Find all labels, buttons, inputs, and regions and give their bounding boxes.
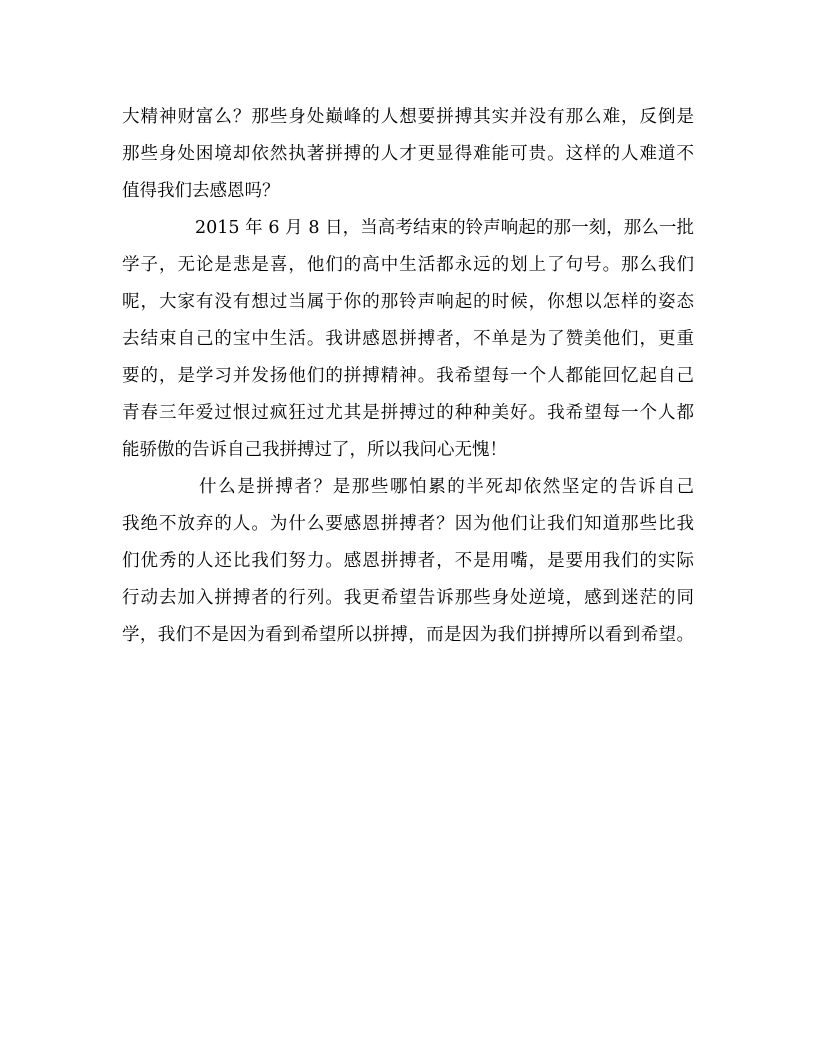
paragraph-1-line-3: 值得我们去感恩吗？: [122, 181, 280, 201]
paragraph-2-line-6: 青春三年爱过恨过疯狂过尤其是拼搏过的种种美好。我希望每一个人都: [122, 403, 694, 423]
paragraph-2: [122, 210, 694, 469]
paragraph-3-line-1: 什么是拼搏者？是那些哪怕累的半死却依然坚定的告诉自己: [199, 477, 694, 497]
paragraph-3-line-2: 我绝不放弃的人。为什么要感恩拼搏者？因为他们让我们知道那些比我: [122, 514, 694, 534]
paragraph-1-line-1: 大精神财富么？那些身处巅峰的人想要拼搏其实并没有那么难，反倒是: [122, 107, 694, 127]
paragraph-1-line-2: 那些身处困境却依然执著拼搏的人才更显得难能可贵。这样的人难道不: [122, 144, 694, 164]
paragraph-3-line-4: 行动去加入拼搏者的行列。我更希望告诉那些身处逆境，感到迷茫的同: [122, 588, 694, 608]
paragraph-3: [122, 469, 694, 654]
paragraph-2-line-5: 要的，是学习并发扬他们的拼搏精神。我希望每一个人都能回忆起自己: [122, 366, 694, 386]
paragraph-1: [122, 99, 694, 210]
paragraph-3-line-3: 们优秀的人还比我们努力。感恩拼搏者，不是用嘴，是要用我们的实际: [122, 551, 694, 571]
paragraph-2-line-3: 呢，大家有没有想过当属于你的那铃声响起的时候，你想以怎样的姿态: [122, 292, 694, 312]
document-body: [122, 99, 694, 654]
paragraph-2-line-4: 去结束自己的宝中生活。我讲感恩拼搏者，不单是为了赞美他们，更重: [122, 329, 694, 349]
paragraph-2-line-1: 2015 年 6 月 8 日，当高考结束的铃声响起的那一刻，那么一批: [195, 218, 694, 238]
paragraph-3-line-5: 学，我们不是因为看到希望所以拼搏，而是因为我们拼搏所以看到希望。: [122, 625, 694, 645]
paragraph-2-line-7: 能骄傲的告诉自己我拼搏过了，所以我问心无愧！: [122, 440, 507, 460]
paragraph-2-line-2: 学子，无论是悲是喜，他们的高中生活都永远的划上了句号。那么我们: [122, 255, 694, 275]
